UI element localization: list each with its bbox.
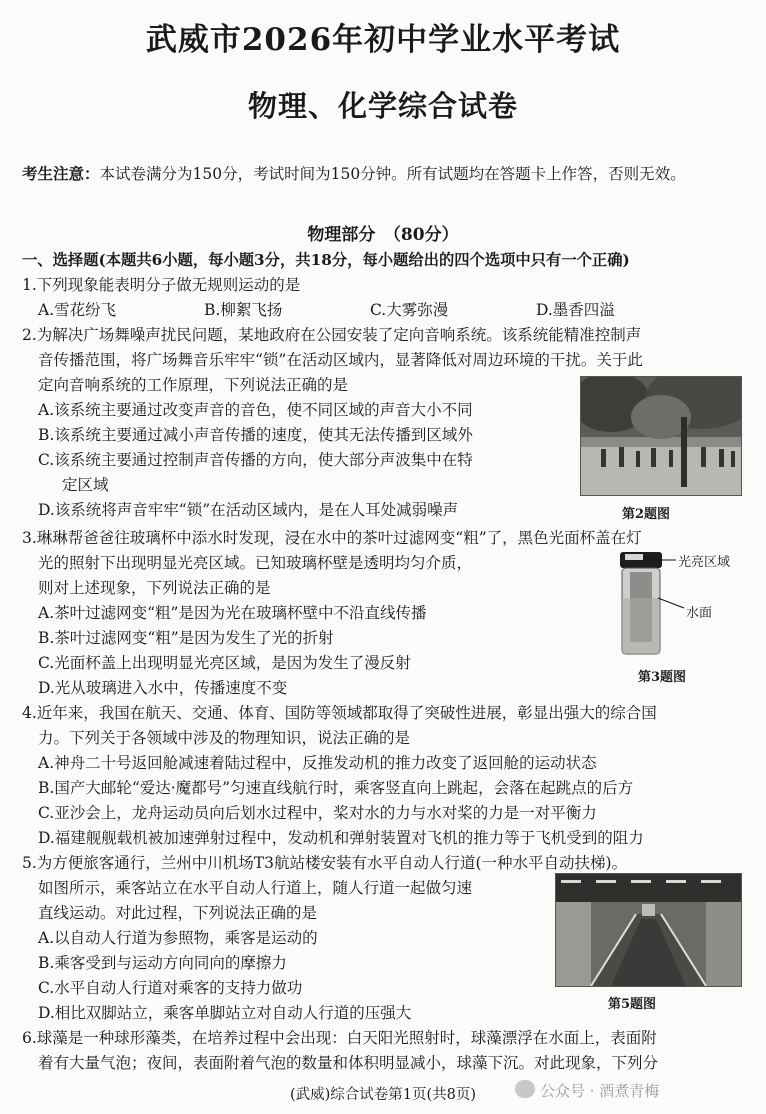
notice-text: 本试卷满分为150分，考试时间为150分钟。所有试题均在答题卡上作答，否则无效。 (99, 165, 686, 183)
page-footer: (武威)综合试卷第1页(共8页) (289, 1087, 477, 1103)
notice-label: 考生注意： (22, 164, 100, 183)
q3-label-water-surface: 水面 (686, 606, 713, 621)
q1-stem: 1.下列现象能表明分子做无规则运动的是 (22, 276, 301, 294)
q4-option-d: D.福建舰舰载机被加速弹射过程中，发动机和弹射装置对飞机的推力等于飞机受到的阻力 (38, 829, 644, 847)
q6-line-2: 着有大量气泡；夜间，表面附着气泡的数量和体积明显减小，球藻下沉。对此现象，下列分 (38, 1054, 659, 1072)
q2-option-c-cont: 定区域 (62, 476, 109, 494)
q1-option-c: C.大雾弥漫 (370, 301, 449, 319)
q6-line-1: 6.球藻是一种球形藻类，在培养过程中会出现：白天阳光照射时，球藻漂浮在水面上，表面附 (22, 1029, 657, 1047)
q2-option-c: C.该系统主要通过控制声音传播的方向，使大部分声波集中在特 (38, 451, 473, 469)
q3-figure-caption: 第3题图 (638, 670, 687, 685)
q3-option-a: A.茶叶过滤网变“粗”是因为光在玻璃杯壁中不沿直线传播 (38, 604, 427, 622)
section-title: 物理部分 （80分） (307, 225, 459, 245)
q2-line-3: 定向音响系统的工作原理，下列说法正确的是 (38, 376, 349, 394)
q3-option-b: B.茶叶过滤网变“粗”是因为发生了光的折射 (38, 629, 334, 647)
candidate-notice (22, 162, 686, 184)
q4-line-2: 力。下列关于各领域中涉及的物理知识，说法正确的是 (38, 729, 411, 747)
q5-option-c: C.水平自动人行道对乘客的支持力做功 (38, 979, 303, 997)
q1-option-d: D.墨香四溢 (536, 301, 615, 319)
q3-line-1: 3.琳琳帮爸爸往玻璃杯中添水时发现，浸在水中的茶叶过滤网变“粗”了，黑色光面杯盖在灯 (22, 529, 642, 547)
q4-option-a: A.神舟二十号返回舱减速着陆过程中，反推发动机的推力改变了返回舱的运动状态 (38, 754, 597, 772)
q4-option-b: B.国产大邮轮“爱达·魔都号”匀速直线航行时，乘客竖直向上跳起，会落在起跳点的后方 (38, 779, 634, 797)
wechat-icon (515, 1080, 535, 1098)
q2-figure-caption: 第2题图 (622, 507, 671, 522)
q5-walkway-photo (555, 873, 742, 987)
q2-option-b: B.该系统主要通过减小声音传播的速度，使其无法传播到区域外 (38, 426, 473, 444)
q3-label-bright-area: 光亮区域 (678, 555, 731, 570)
q3-option-d: D.光从玻璃进入水中，传播速度不变 (38, 679, 288, 697)
q5-line-3: 直线运动。对此过程，下列说法正确的是 (38, 904, 318, 922)
q5-figure-caption: 第5题图 (608, 997, 657, 1012)
q3-line-2: 光的照射下出现明显光亮区域。已知玻璃杯壁是透明均匀介质， (38, 554, 473, 572)
part1-heading: 一、选择题(本题共6小题，每小题3分，共18分，每小题给出的四个选项中只有一个正确) (22, 251, 630, 269)
q2-option-a: A.该系统主要通过改变声音的音色，使不同区域的声音大小不同 (38, 401, 473, 419)
q5-option-b: B.乘客受到与运动方向同向的摩擦力 (38, 954, 287, 972)
q4-option-c: C.亚沙会上，龙舟运动员向后划水过程中，桨对水的力与水对桨的力是一对平衡力 (38, 804, 597, 822)
q2-park-photo (580, 376, 742, 496)
paper-subtitle: 物理、化学综合试卷 (247, 89, 518, 123)
q2-line-1: 2.为解决广场舞噪声扰民问题，某地政府在公园安装了定向音响系统。该系统能精准控制声 (22, 326, 642, 344)
q2-option-d: D.该系统将声音牢牢“锁”在活动区域内，是在人耳处减弱噪声 (38, 501, 459, 519)
q1-option-a: A.雪花纷飞 (38, 301, 117, 319)
q5-option-a: A.以自动人行道为参照物，乘客是运动的 (38, 929, 318, 947)
q5-line-2: 如图所示，乘客站立在水平自动人行道上，随人行道一起做匀速 (38, 879, 473, 897)
exam-title: 武威市2026年初中学业水平考试 (145, 22, 621, 58)
q5-option-d: D.相比双脚站立，乘客单脚站立对自动人行道的压强大 (38, 1004, 412, 1022)
q5-line-1: 5.为方便旅客通行，兰州中川机场T3航站楼安装有水平自动人行道(一种水平自动扶梯)。 (22, 854, 628, 872)
q3-line-3: 则对上述现象，下列说法正确的是 (38, 579, 271, 597)
q3-option-c: C.光面杯盖上出现明显光亮区域，是因为发生了漫反射 (38, 654, 411, 672)
q2-line-2: 音传播范围，将广场舞音乐牢牢“锁”在活动区域内，显著降低对周边环境的干扰。关于此 (38, 351, 643, 369)
watermark-text: 公众号 · 酒煮青梅 (540, 1082, 660, 1100)
q1-option-b: B.柳絮飞扬 (204, 301, 283, 319)
q4-line-1: 4.近年来，我国在航天、交通、体育、国防等领域都取得了突破性进展，彰显出强大的综合国 (22, 704, 657, 722)
